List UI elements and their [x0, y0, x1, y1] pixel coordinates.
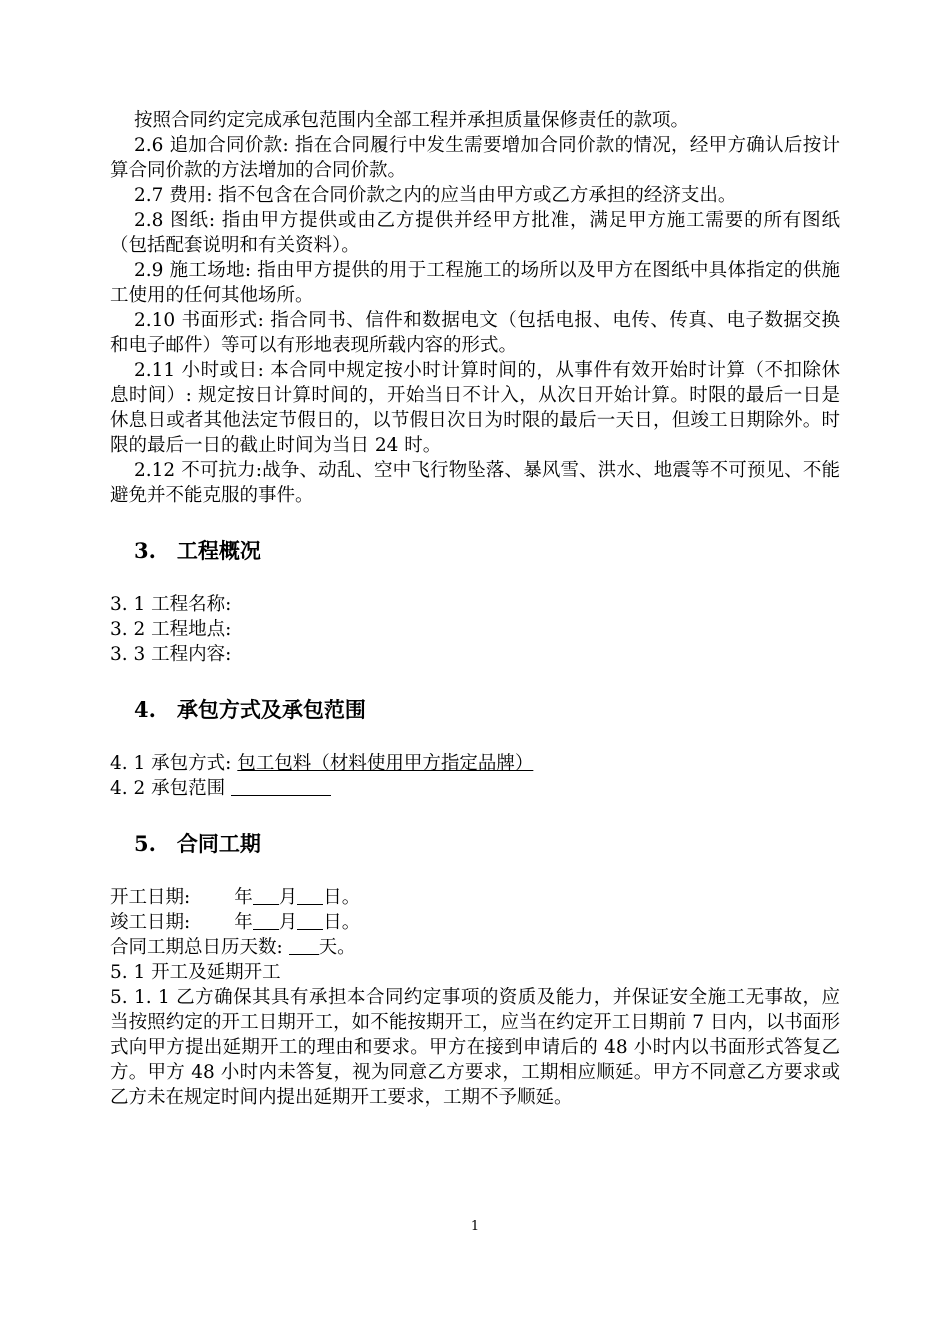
section-4-heading: 4. 承包方式及承包范围 — [134, 697, 366, 722]
contract-scope-label: 4. 2 承包范围 — [110, 778, 232, 799]
contract-method-value: 包工包料（材料使用甲方指定品牌） — [237, 753, 534, 774]
section-3-item-name: 3. 1 工程名称: — [110, 594, 232, 615]
definition-2-8: 2.8 图纸: 指由甲方提供或由乙方提供并经甲方批准，满足甲方施工需要的所有图纸（包括配套说明和有关资料）。 — [110, 210, 840, 256]
end-date-line — [110, 910, 840, 935]
start-day-label: 日。 — [323, 887, 361, 908]
start-date-label: 开工日期: — [110, 887, 191, 908]
end-month-label: 月 — [278, 912, 298, 933]
definition-2-10: 2.10 书面形式: 指合同书、信件和数据电文（包括电报、电传、传真、电子数据交换和电子邮件）等可以有形地表现所载内容的形式。 — [110, 310, 840, 356]
section-3-heading: 3. 工程概况 — [134, 538, 261, 563]
total-days-line — [110, 935, 840, 960]
total-days-unit: 天。 — [318, 937, 356, 958]
contract-method-label: 4. 1 承包方式: — [110, 753, 232, 774]
end-month-blank — [253, 911, 279, 930]
definition-2-12: 2.12 不可抗力:战争、动乱、空中飞行物坠落、暴风雪、洪水、地震等不可预见、不能避免并不能克服的事件。 — [110, 460, 840, 506]
section-4-item-scope — [110, 776, 840, 801]
section-5-heading: 5. 合同工期 — [134, 831, 261, 856]
document-body — [110, 108, 840, 1110]
end-year-label: 年 — [234, 912, 253, 933]
subsection-5-1-title: 5. 1 开工及延期开工 — [110, 962, 281, 983]
definition-2-9: 2.9 施工场地: 指由甲方提供的用于工程施工的场所以及甲方在图纸中具体指定的供施工使用的任何其他场所。 — [110, 260, 840, 306]
contract-scope-blank — [231, 777, 331, 796]
subsection-5-1-1-paragraph: 5. 1. 1 乙方确保其具有承担本合同约定事项的资质及能力，并保证安全施工无事故，应当按照约定的开工日期开工，如不能按期开工，应当在约定开工日期前 7 日内，以书面形式向甲方提出延期开工的理由和要求。甲方在接到申请后的 48 小时内以书面形式答复乙方。甲方 48 小时内未答复，视为同意乙方要求，工期相应顺延。甲方不同意乙方要求或乙方未在规定时间内提出延期开工要求，工期不予顺延。 — [110, 987, 840, 1108]
start-day-blank — [297, 886, 323, 905]
paragraph-intro: 按照合同约定完成承包范围内全部工程并承担质量保修责任的款项。 — [134, 110, 690, 131]
start-date-line — [110, 885, 840, 910]
definition-2-11: 2.11 小时或日: 本合同中规定按小时计算时间的，从事件有效开始时计算（不扣除休息时间）: 规定按日计算时间的，开始当日不计入，从次日开始计算。时限的最后一日是休息日或者其他法定节假日的，以节假日次日为时限的最后一天日，但竣工日期除外。时限的最后一日的截止时间为当日 24 时。 — [110, 360, 840, 456]
end-date-label: 竣工日期: — [110, 912, 191, 933]
section-4-item-method — [110, 751, 840, 776]
start-month-blank — [253, 886, 279, 905]
definition-2-7: 2.7 费用: 指不包含在合同价款之内的应当由甲方或乙方承担的经济支出。 — [134, 185, 737, 206]
end-day-label: 日。 — [323, 912, 361, 933]
section-3-item-content: 3. 3 工程内容: — [110, 644, 232, 665]
total-days-label: 合同工期总日历天数: — [110, 937, 289, 958]
total-days-blank — [289, 936, 319, 955]
section-3-item-location: 3. 2 工程地点: — [110, 619, 232, 640]
end-day-blank — [297, 911, 323, 930]
definition-2-6: 2.6 追加合同价款: 指在合同履行中发生需要增加合同价款的情况，经甲方确认后按计算合同价款的方法增加的合同价款。 — [110, 135, 840, 181]
start-month-label: 月 — [278, 887, 298, 908]
page-number: 1 — [470, 1219, 480, 1234]
start-year-label: 年 — [234, 887, 253, 908]
